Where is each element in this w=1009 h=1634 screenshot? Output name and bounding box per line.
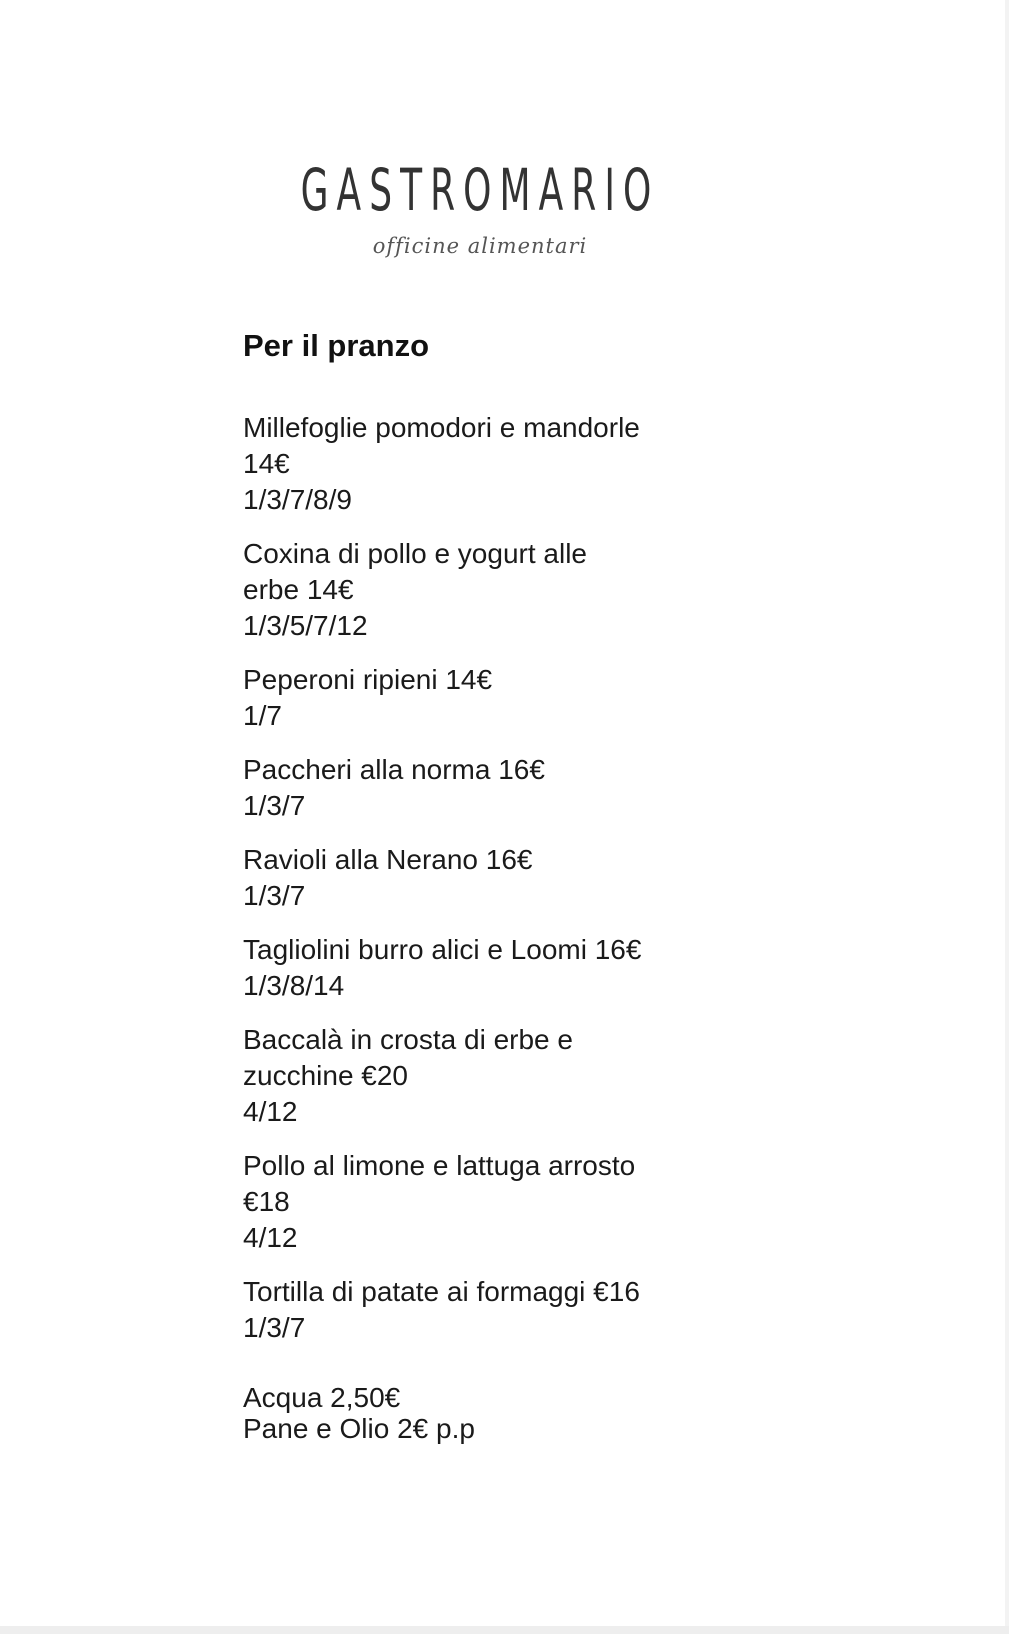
dish-allergens: 1/3/5/7/12 bbox=[243, 610, 368, 641]
extra-water: Acqua 2,50€ bbox=[243, 1382, 401, 1413]
dish-allergens: 1/3/8/14 bbox=[243, 970, 345, 1001]
logo-tagline: officine alimentari bbox=[372, 234, 588, 258]
menu-item bbox=[243, 1274, 723, 1346]
dish-name-price: Ravioli alla Nerano 16€ bbox=[243, 844, 533, 875]
menu-item bbox=[243, 932, 723, 1004]
menu bbox=[243, 322, 723, 1444]
dish-name-price: Tortilla di patate ai formaggi €16 bbox=[243, 1276, 640, 1307]
menu-item bbox=[243, 752, 723, 824]
dish-allergens: 1/3/7/8/9 bbox=[243, 484, 352, 515]
extra-bread: Pane e Olio 2€ p.p bbox=[243, 1413, 475, 1444]
page-edge-right bbox=[1005, 0, 1009, 1634]
logo bbox=[0, 150, 960, 258]
dish-name-price: erbe 14€ bbox=[243, 574, 354, 605]
dish-name: Baccalà in crosta di erbe e bbox=[243, 1024, 573, 1055]
dish-name-price: zucchine €20 bbox=[243, 1060, 409, 1091]
logo-name: GASTROMARIO bbox=[300, 156, 660, 224]
dish-name: Pollo al limone e lattuga arrosto bbox=[243, 1150, 636, 1181]
menu-extras bbox=[243, 1382, 723, 1444]
dish-allergens: 1/7 bbox=[243, 700, 282, 731]
menu-title: Per il pranzo bbox=[243, 328, 430, 363]
dish-price: €18 bbox=[243, 1186, 290, 1217]
dish-allergens: 4/12 bbox=[243, 1096, 298, 1127]
dish-name-price: Tagliolini burro alici e Loomi 16€ bbox=[243, 934, 642, 965]
menu-item bbox=[243, 410, 723, 518]
dish-name: Millefoglie pomodori e mandorle bbox=[243, 412, 640, 443]
dish-allergens: 1/3/7 bbox=[243, 1312, 306, 1343]
menu-item bbox=[243, 1022, 723, 1130]
dish-allergens: 4/12 bbox=[243, 1222, 298, 1253]
menu-item bbox=[243, 1148, 723, 1256]
menu-item bbox=[243, 536, 723, 644]
menu-item bbox=[243, 662, 723, 734]
dish-allergens: 1/3/7 bbox=[243, 880, 306, 911]
dish-name-price: Paccheri alla norma 16€ bbox=[243, 754, 545, 785]
menu-item bbox=[243, 842, 723, 914]
page-edge-bottom bbox=[0, 1626, 1009, 1634]
dish-name: Coxina di pollo e yogurt alle bbox=[243, 538, 587, 569]
dish-price: 14€ bbox=[243, 448, 290, 479]
dish-name-price: Peperoni ripieni 14€ bbox=[243, 664, 493, 695]
dish-allergens: 1/3/7 bbox=[243, 790, 306, 821]
